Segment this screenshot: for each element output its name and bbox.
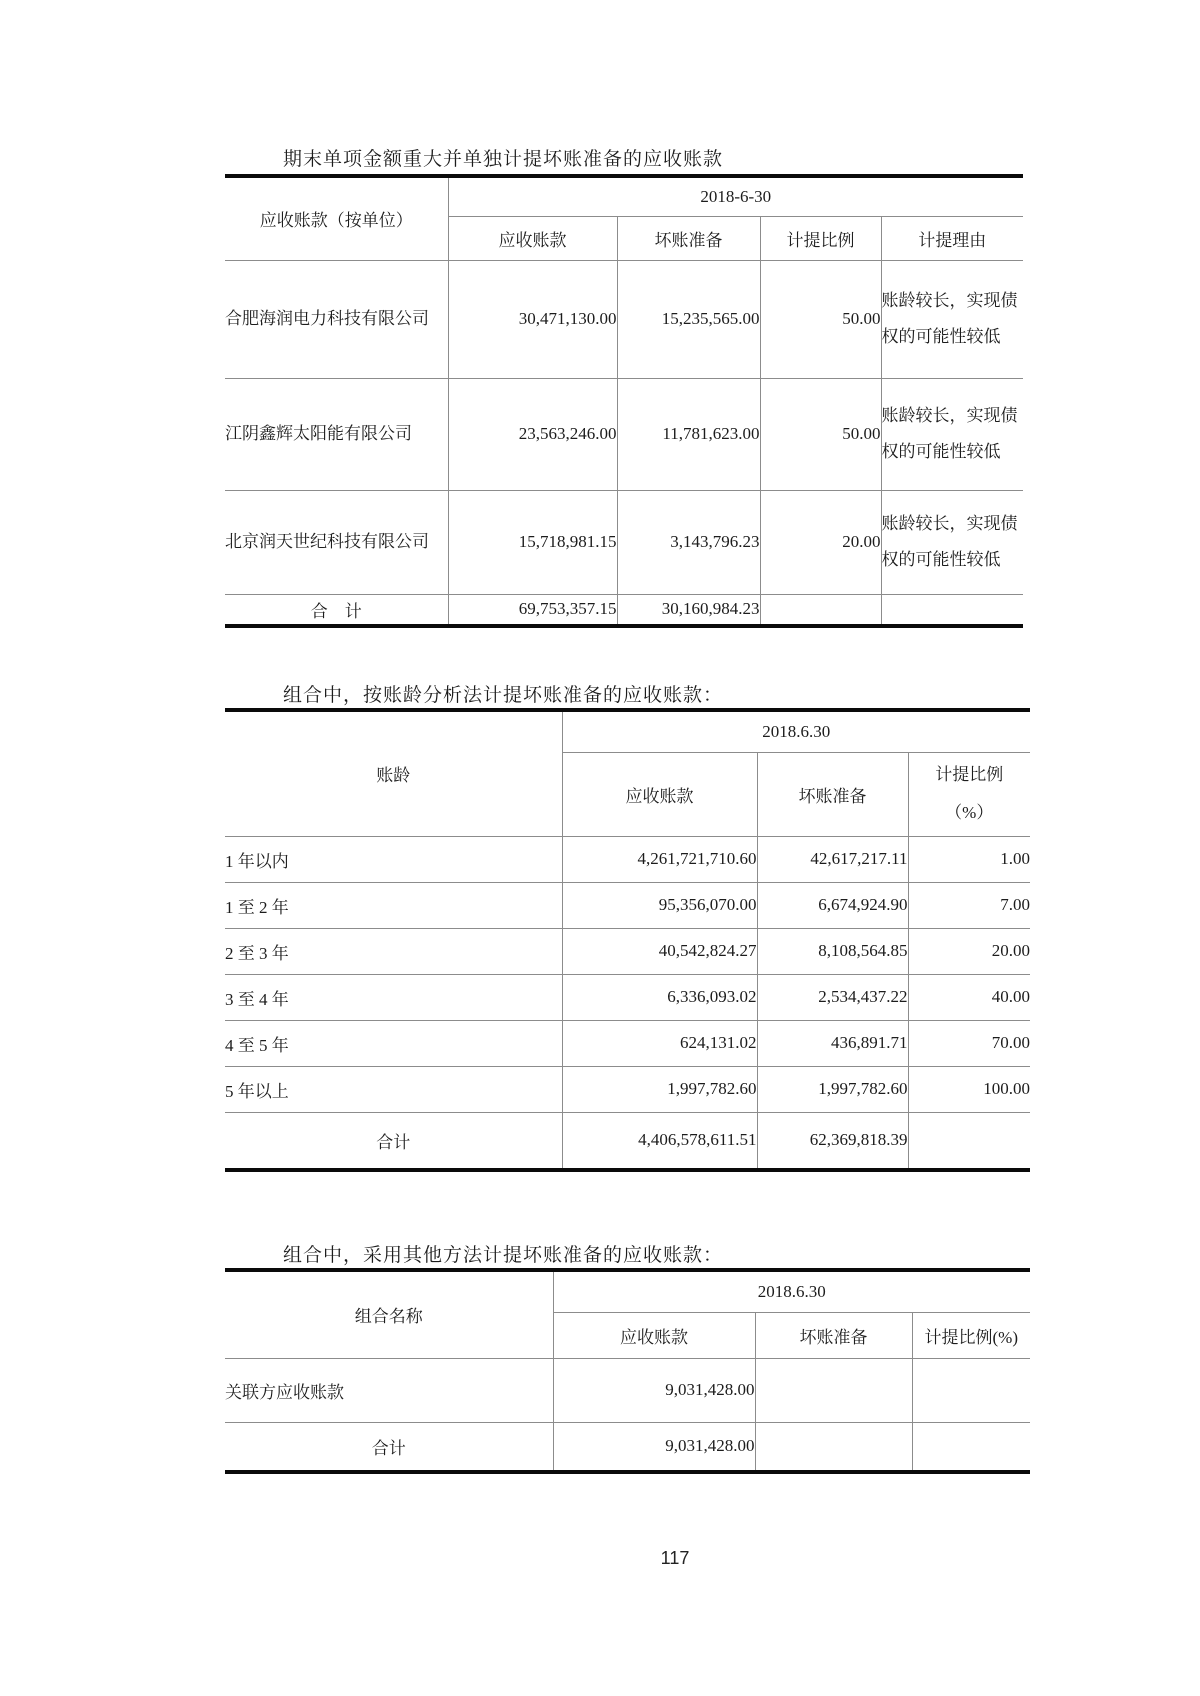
bad-debt-value-cell: 1,997,782.60 [757,1066,908,1112]
table1-date-row [225,176,1023,216]
total-receivable-cell: 9,031,428.00 [553,1422,755,1472]
receivable-value-cell: 15,718,981.15 [448,490,617,594]
receivable-value-cell: 95,356,070.00 [562,882,757,928]
table3-title: 组合中，采用其他方法计提坏账准备的应收账款： [283,1245,724,1266]
total-receivable-cell: 69,753,357.15 [448,594,617,626]
company-name-cell: 北京润天世纪科技有限公司 [225,490,448,594]
receivable-value-cell: 40,542,824.27 [562,928,757,974]
table2-date-row [225,710,1030,752]
table1-col1-header: 应收账款（按单位） [259,211,413,231]
table3-date-header: 2018.6.30 [553,1270,1030,1312]
receivable-value-cell: 4,261,721,710.60 [562,836,757,882]
bad-debt-value-cell: 6,674,924.90 [757,882,908,928]
total-receivable-cell: 4,406,578,611.51 [562,1112,757,1170]
table-row [225,1020,1030,1066]
receivable-value-cell: 9,031,428.00 [553,1358,755,1422]
bad-debt-value-cell: 436,891.71 [757,1020,908,1066]
ratio-value-cell: 20.00 [908,928,1030,974]
page-number: 117 [660,1548,690,1568]
receivable-value-cell: 1,997,782.60 [562,1066,757,1112]
total-label-cell: 合 计 [225,594,448,626]
table1-date-header: 2018-6-30 [448,176,1023,216]
table2-date-header: 2018.6.30 [562,710,1030,752]
table3-subheader-receivable: 应收账款 [553,1312,755,1358]
table2-title: 组合中，按账龄分析法计提坏账准备的应收账款： [283,685,724,706]
table3-subheader-ratio: 计提比例(%) [912,1312,1030,1358]
table-row [225,974,1030,1020]
portfolio-name-cell: 关联方应收账款 [225,1358,553,1422]
table3-col1-header: 组合名称 [354,1307,423,1327]
aging-label-cell: 3 至 4 年 [225,974,562,1020]
receivable-value-cell: 624,131.02 [562,1020,757,1066]
bad-debt-value-cell: 3,143,796.23 [617,490,760,594]
receivable-value-cell: 23,563,246.00 [448,378,617,490]
reason-cell: 账龄较长，实现债权的可能性较低 [881,260,1023,378]
table1-title: 期末单项金额重大并单独计提坏账准备的应收账款 [283,149,724,170]
table1-subheader-bad-debt: 坏账准备 [617,216,760,260]
table-row [225,882,1030,928]
table1-individual-provision [225,174,1023,628]
company-name-cell: 江阴鑫辉太阳能有限公司 [225,378,448,490]
table2-aging-analysis [225,708,1030,1172]
aging-label-cell: 1 至 2 年 [225,882,562,928]
table2-subheader-ratio [908,752,1030,836]
aging-label-cell: 4 至 5 年 [225,1020,562,1066]
receivable-value-cell: 30,471,130.00 [448,260,617,378]
total-bad-debt-cell [755,1422,912,1472]
table-row [225,928,1030,974]
empty-cell [760,594,881,626]
total-ratio-cell [912,1422,1030,1472]
table3-date-row [225,1270,1030,1312]
table-row [225,490,1023,594]
ratio-value-cell: 1.00 [908,836,1030,882]
total-bad-debt-cell: 62,369,818.39 [757,1112,908,1170]
table-row [225,1066,1030,1112]
bad-debt-value-cell: 2,534,437.22 [757,974,908,1020]
reason-cell: 账龄较长，实现债权的可能性较低 [881,490,1023,594]
table1-total-row [225,594,1023,626]
bad-debt-value-cell: 15,235,565.00 [617,260,760,378]
ratio-value-cell: 40.00 [908,974,1030,1020]
table1-subheader-ratio: 计提比例 [760,216,881,260]
table3-total-row [225,1422,1030,1472]
empty-cell [908,1112,1030,1170]
total-label-cell: 合计 [225,1112,562,1170]
aging-label-cell: 5 年以上 [225,1066,562,1112]
table-row [225,378,1023,490]
ratio-value-cell [912,1358,1030,1422]
total-bad-debt-cell: 30,160,984.23 [617,594,760,626]
aging-label-cell: 1 年以内 [225,836,562,882]
bad-debt-value-cell: 11,781,623.00 [617,378,760,490]
ratio-header-line2: （%） [945,803,994,822]
table2-total-row [225,1112,1030,1170]
ratio-value-cell: 50.00 [760,378,881,490]
aging-label-cell: 2 至 3 年 [225,928,562,974]
ratio-header-line1: 计提比例 [935,765,1004,784]
ratio-value-cell: 20.00 [760,490,881,594]
receivable-value-cell: 6,336,093.02 [562,974,757,1020]
table2-subheader-bad-debt: 坏账准备 [757,752,908,836]
table3-other-method [225,1268,1030,1474]
bad-debt-value-cell: 42,617,217.11 [757,836,908,882]
ratio-value-cell: 70.00 [908,1020,1030,1066]
table3-subheader-bad-debt: 坏账准备 [755,1312,912,1358]
ratio-value-cell: 7.00 [908,882,1030,928]
total-label-cell: 合计 [225,1422,553,1472]
table-row [225,260,1023,378]
ratio-value-cell: 100.00 [908,1066,1030,1112]
table-row [225,836,1030,882]
table1-subheader-receivable: 应收账款 [448,216,617,260]
ratio-value-cell: 50.00 [760,260,881,378]
company-name-cell: 合肥海润电力科技有限公司 [225,260,448,378]
empty-cell [881,594,1023,626]
table1-subheader-reason: 计提理由 [881,216,1023,260]
reason-cell: 账龄较长，实现债权的可能性较低 [881,378,1023,490]
table2-col1-header: 账龄 [376,766,411,786]
table-row [225,1358,1030,1422]
bad-debt-value-cell [755,1358,912,1422]
bad-debt-value-cell: 8,108,564.85 [757,928,908,974]
table2-subheader-receivable: 应收账款 [562,752,757,836]
